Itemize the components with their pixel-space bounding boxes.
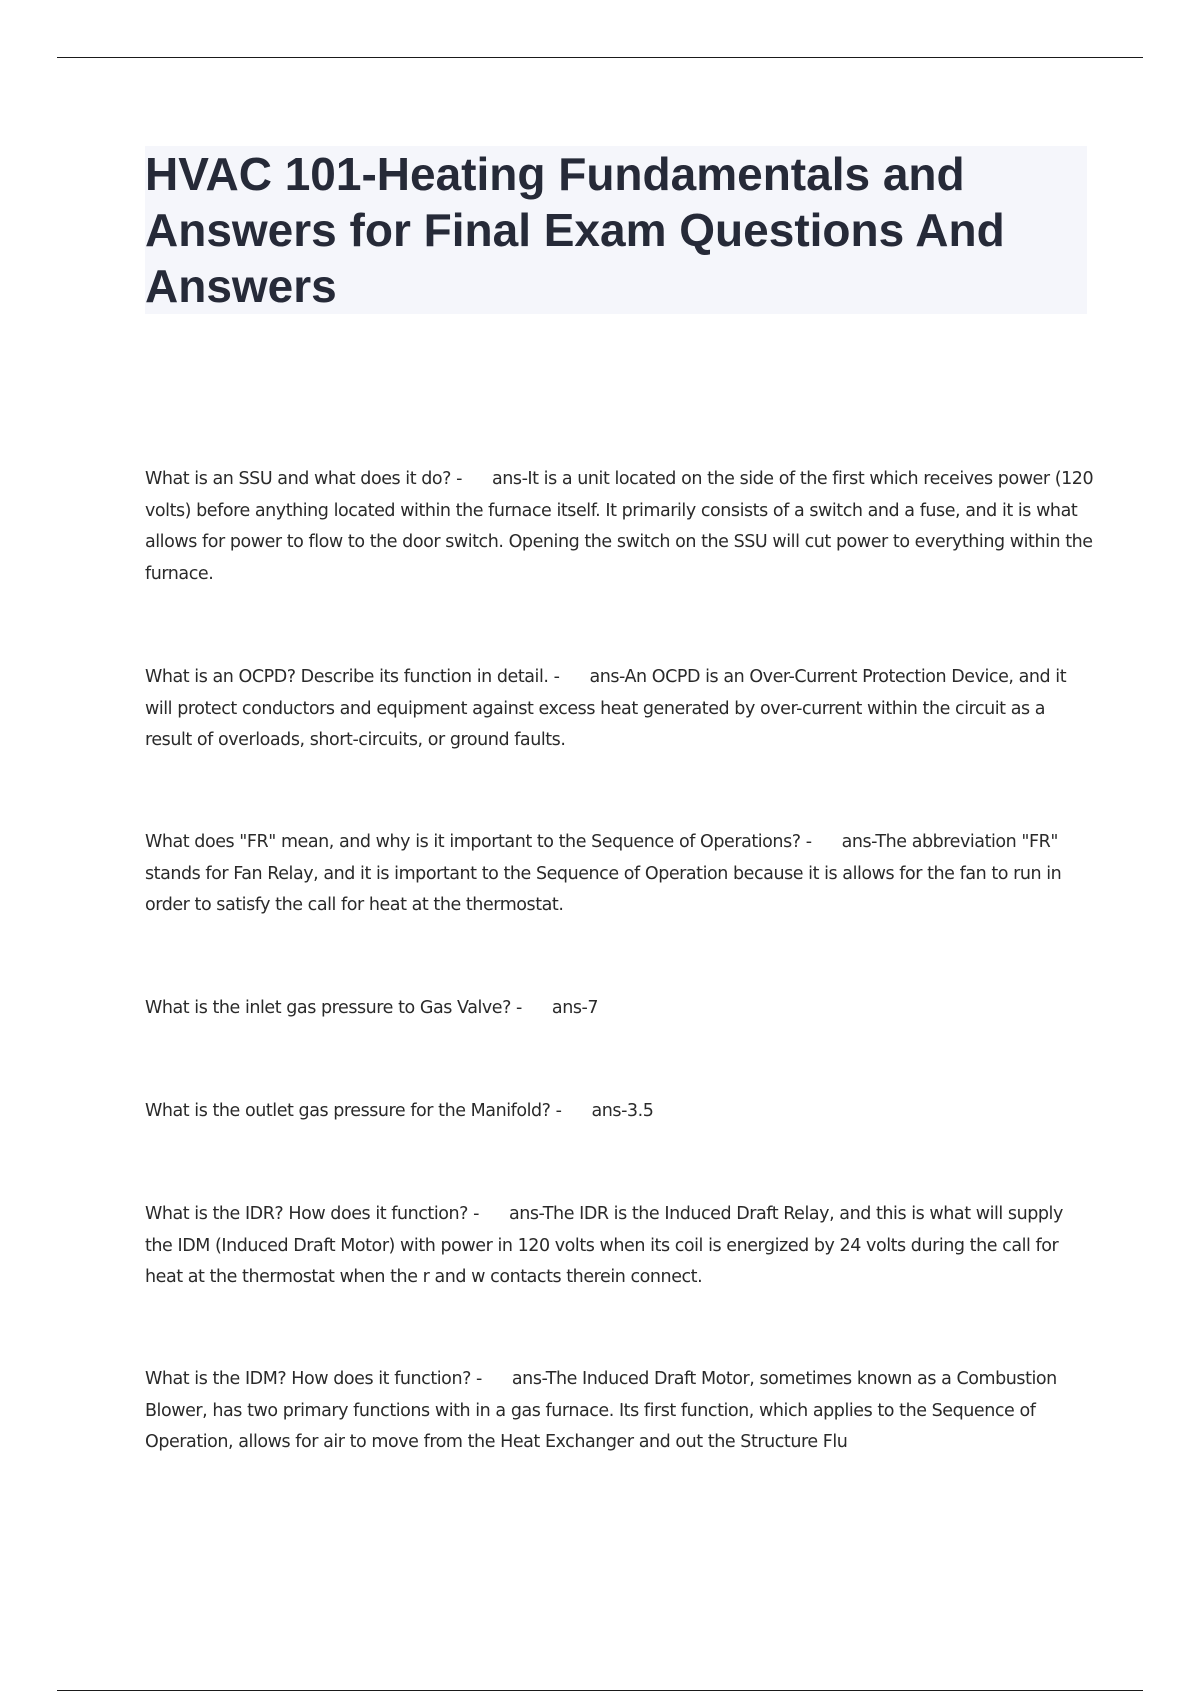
question-text: What is the outlet gas pressure for the Manifold? - [145,1101,562,1121]
qa-item [145,662,1095,757]
qa-item [145,827,1095,922]
answer-text: ans-The IDR is the Induced Draft Relay, and this is what will supply the IDM (Induced Draft Motor) with power in 120 volts when its coil is energized by 24 volts during the call for heat at the thermostat when the r and w contacts therein connect. [145,1204,1063,1288]
document-title: HVAC 101-Heating Fundamentals and Answers for Final Exam Questions And Answers [145,148,1005,312]
question-text: What does "FR" mean, and why is it important to the Sequence of Operations? - [145,832,812,852]
answer-text: ans-It is a unit located on the side of the first which receives power (120 volts) before anything located within the furnace itself. It primarily consists of a switch and a fuse, and it is what allows for power to flow to the door switch. Opening the switch on the SSU will cut power to everything within the furnace. [145,469,1094,585]
top-rule [57,57,1143,58]
qa-item [145,993,598,1025]
qa-item [145,1199,1095,1294]
question-text: What is the IDM? How does it function? - [145,1369,482,1389]
qa-item [145,1364,1095,1459]
answer-text: ans-3.5 [591,1101,654,1121]
qa-item [145,1096,653,1128]
bottom-rule [57,1690,1143,1691]
question-text: What is an OCPD? Describe its function in detail. - [145,667,560,687]
answer-text: ans-The abbreviation "FR" stands for Fan Relay, and it is important to the Sequence of Operation because it is allows for the fan to run in order to satisfy the call for heat at the thermostat. [145,832,1062,916]
answer-text: ans-An OCPD is an Over-Current Protection Device, and it will protect conductors and equipment against excess heat generated by over-current within the circuit as a result of overloads, short-circuits, or ground faults. [145,667,1067,751]
title-block [145,146,1087,314]
qa-item [145,464,1095,591]
question-text: What is the IDR? How does it function? - [145,1204,479,1224]
question-text: What is an SSU and what does it do? - [145,469,462,489]
answer-text: ans-7 [551,998,599,1018]
answer-text: ans-The Induced Draft Motor, sometimes known as a Combustion Blower, has two primary functions with in a gas furnace. Its first function, which applies to the Sequence of Operation, allows for air to move from the Heat Exchanger and out the Structure Flu [145,1369,1057,1453]
question-text: What is the inlet gas pressure to Gas Valve? - [145,998,522,1018]
